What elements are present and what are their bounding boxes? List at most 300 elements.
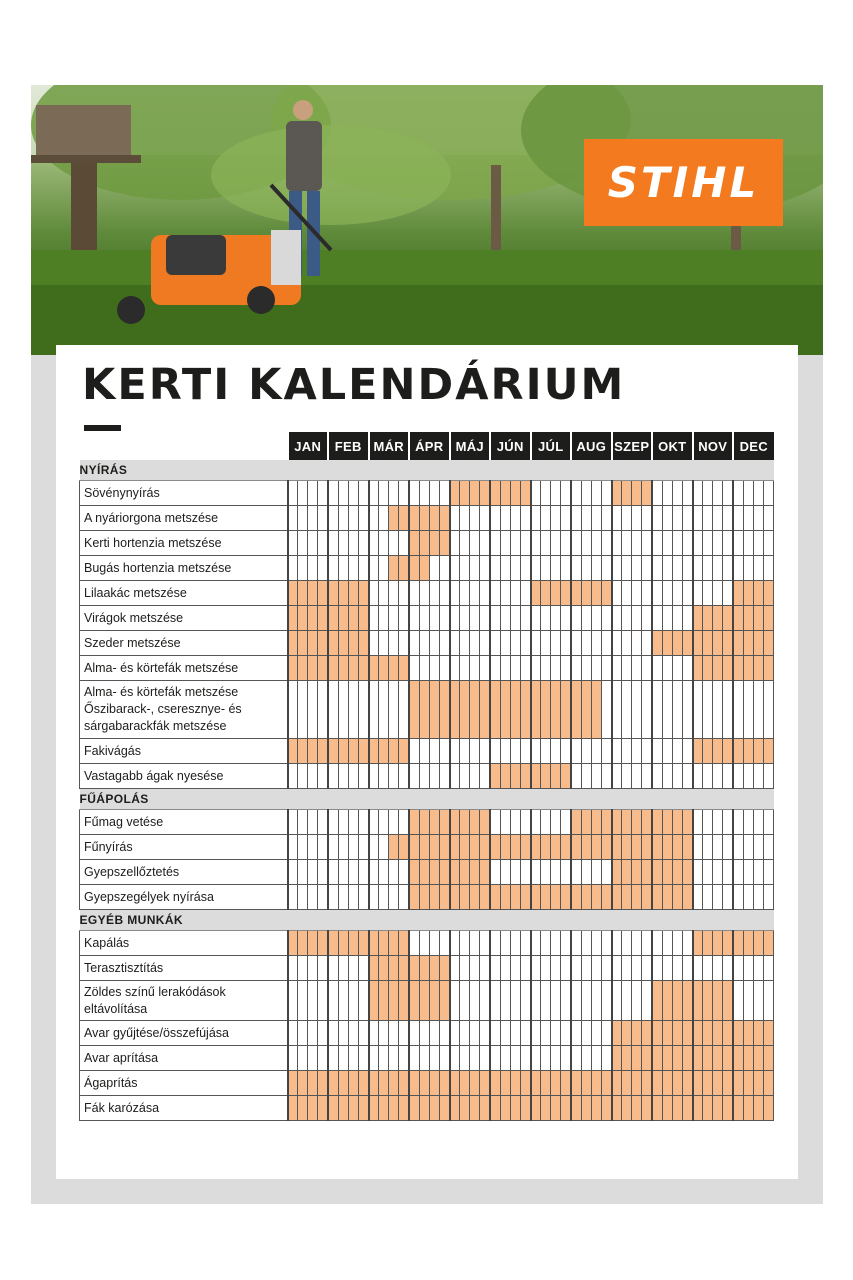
- week-cell-active: [308, 581, 318, 606]
- week-cell: [763, 681, 774, 739]
- task-row: [80, 606, 774, 631]
- week-cell-active: [541, 681, 551, 739]
- week-cell: [429, 739, 439, 764]
- task-label-line: Ágaprítás: [84, 1075, 138, 1090]
- week-cell: [450, 656, 460, 681]
- week-cell-active: [460, 860, 470, 885]
- week-cell: [622, 764, 632, 789]
- week-cell: [591, 931, 601, 956]
- week-cell: [379, 581, 389, 606]
- week-cell-active: [429, 681, 439, 739]
- week-cell: [298, 956, 308, 981]
- task-label: [80, 764, 288, 789]
- week-cell: [581, 981, 591, 1021]
- week-cell: [450, 606, 460, 631]
- week-cell: [308, 956, 318, 981]
- week-cell: [753, 835, 763, 860]
- week-cell-active: [450, 810, 460, 835]
- task-row: [80, 681, 774, 739]
- week-cell: [652, 764, 662, 789]
- week-cell: [308, 885, 318, 910]
- week-cell: [591, 739, 601, 764]
- week-cell: [520, 631, 531, 656]
- section-title: NYÍRÁS: [80, 460, 774, 481]
- week-cell: [662, 739, 672, 764]
- week-cell: [470, 656, 480, 681]
- week-cell: [358, 1046, 369, 1071]
- week-cell-active: [672, 1071, 682, 1096]
- week-cell: [723, 556, 734, 581]
- week-cell-active: [561, 681, 572, 739]
- week-cell-active: [733, 739, 743, 764]
- week-cell: [348, 1021, 358, 1046]
- task-label-line: Kerti hortenzia metszése: [84, 535, 222, 550]
- week-cell: [682, 556, 693, 581]
- week-cell: [328, 681, 338, 739]
- week-cell: [409, 1046, 419, 1071]
- week-cell: [531, 931, 541, 956]
- week-cell: [328, 1021, 338, 1046]
- week-cell-active: [510, 481, 520, 506]
- week-cell-active: [338, 1096, 348, 1121]
- week-cell: [328, 981, 338, 1021]
- week-cell-active: [409, 860, 419, 885]
- week-cell: [429, 481, 439, 506]
- week-cell: [763, 981, 774, 1021]
- week-cell: [379, 481, 389, 506]
- week-cell: [439, 1021, 450, 1046]
- week-cell: [510, 606, 520, 631]
- week-cell-active: [601, 835, 612, 860]
- week-cell-active: [713, 981, 723, 1021]
- week-cell: [531, 981, 541, 1021]
- week-cell-active: [763, 656, 774, 681]
- week-cell: [510, 531, 520, 556]
- task-label: [80, 860, 288, 885]
- week-cell-active: [470, 835, 480, 860]
- week-cell: [733, 885, 743, 910]
- week-cell: [551, 631, 561, 656]
- task-label: [80, 656, 288, 681]
- week-cell: [490, 606, 500, 631]
- week-cell: [622, 956, 632, 981]
- week-cell: [288, 556, 298, 581]
- week-cell: [348, 860, 358, 885]
- week-cell: [541, 656, 551, 681]
- week-cell: [531, 506, 541, 531]
- week-cell: [429, 1021, 439, 1046]
- week-cell-active: [500, 764, 510, 789]
- section-title: EGYÉB MUNKÁK: [80, 910, 774, 931]
- week-cell: [672, 481, 682, 506]
- task-label-line: Kapálás: [84, 935, 130, 950]
- week-cell: [591, 764, 601, 789]
- week-cell: [713, 764, 723, 789]
- week-cell: [713, 835, 723, 860]
- week-cell: [338, 1021, 348, 1046]
- week-cell: [520, 1021, 531, 1046]
- week-cell-active: [429, 956, 439, 981]
- week-cell-active: [763, 1046, 774, 1071]
- week-cell-active: [541, 581, 551, 606]
- week-cell-active: [612, 1071, 622, 1096]
- week-cell: [642, 581, 653, 606]
- week-cell: [581, 1021, 591, 1046]
- week-cell-active: [490, 1071, 500, 1096]
- week-cell: [672, 764, 682, 789]
- week-cell: [612, 656, 622, 681]
- week-cell: [531, 606, 541, 631]
- week-cell: [460, 556, 470, 581]
- week-cell: [551, 1021, 561, 1046]
- week-cell: [541, 810, 551, 835]
- week-cell: [743, 506, 753, 531]
- week-cell: [480, 764, 491, 789]
- week-cell-active: [591, 1096, 601, 1121]
- week-cell-active: [662, 1021, 672, 1046]
- task-label-line: Fűnyírás: [84, 839, 133, 854]
- week-cell: [288, 1021, 298, 1046]
- week-cell: [642, 531, 653, 556]
- week-cell: [763, 556, 774, 581]
- week-cell-active: [622, 1046, 632, 1071]
- week-cell-active: [328, 1071, 338, 1096]
- week-cell: [703, 481, 713, 506]
- week-cell: [450, 739, 460, 764]
- week-cell: [682, 956, 693, 981]
- week-cell: [298, 531, 308, 556]
- week-cell-active: [763, 931, 774, 956]
- week-cell: [470, 531, 480, 556]
- week-cell-active: [591, 681, 601, 739]
- task-row: [80, 581, 774, 606]
- week-cell: [581, 556, 591, 581]
- week-cell: [379, 835, 389, 860]
- week-cell: [723, 581, 734, 606]
- week-cell-active: [733, 1046, 743, 1071]
- week-cell-active: [531, 681, 541, 739]
- week-cell: [612, 581, 622, 606]
- week-cell-active: [328, 931, 338, 956]
- section-header-row: [80, 910, 774, 931]
- week-cell-active: [439, 885, 450, 910]
- week-cell: [632, 631, 642, 656]
- week-cell: [369, 681, 379, 739]
- week-cell-active: [520, 764, 531, 789]
- week-cell-active: [622, 481, 632, 506]
- week-cell: [652, 606, 662, 631]
- week-cell-active: [460, 810, 470, 835]
- week-cell: [693, 764, 703, 789]
- week-cell: [581, 1046, 591, 1071]
- week-cell-active: [591, 885, 601, 910]
- week-cell: [288, 764, 298, 789]
- week-cell-active: [733, 656, 743, 681]
- week-cell-active: [632, 835, 642, 860]
- week-cell: [662, 956, 672, 981]
- week-cell-active: [500, 681, 510, 739]
- week-cell-active: [763, 739, 774, 764]
- week-cell: [419, 739, 429, 764]
- week-cell: [531, 631, 541, 656]
- week-cell-active: [470, 885, 480, 910]
- week-cell-active: [571, 581, 581, 606]
- task-row: [80, 481, 774, 506]
- task-row: [80, 531, 774, 556]
- week-cell-active: [682, 631, 693, 656]
- week-cell-active: [470, 1071, 480, 1096]
- week-cell: [369, 556, 379, 581]
- week-cell: [348, 681, 358, 739]
- task-label-line: Gyepszegélyek nyírása: [84, 889, 214, 904]
- week-cell: [288, 506, 298, 531]
- week-cell: [399, 764, 410, 789]
- week-cell: [460, 656, 470, 681]
- week-cell-active: [571, 681, 581, 739]
- week-cell: [723, 506, 734, 531]
- week-cell: [571, 931, 581, 956]
- week-cell: [632, 981, 642, 1021]
- week-cell: [318, 956, 329, 981]
- week-cell: [601, 860, 612, 885]
- week-cell-active: [308, 931, 318, 956]
- week-cell: [439, 481, 450, 506]
- week-cell: [470, 739, 480, 764]
- week-cell-active: [439, 981, 450, 1021]
- week-cell-active: [642, 885, 653, 910]
- week-cell: [713, 810, 723, 835]
- week-cell: [490, 931, 500, 956]
- week-cell-active: [369, 739, 379, 764]
- week-cell: [288, 956, 298, 981]
- week-cell: [581, 764, 591, 789]
- week-cell-active: [450, 1096, 460, 1121]
- header-empty-cell: [80, 432, 288, 460]
- week-cell-active: [399, 931, 410, 956]
- week-cell: [622, 931, 632, 956]
- week-cell-active: [439, 1071, 450, 1096]
- week-cell: [308, 506, 318, 531]
- week-cell: [318, 1046, 329, 1071]
- week-cell: [338, 956, 348, 981]
- week-cell-active: [308, 656, 318, 681]
- week-cell: [703, 956, 713, 981]
- week-cell-active: [480, 885, 491, 910]
- week-cell: [723, 835, 734, 860]
- week-cell-active: [369, 1096, 379, 1121]
- task-label: [80, 606, 288, 631]
- week-cell-active: [419, 835, 429, 860]
- week-cell: [460, 931, 470, 956]
- task-label-line: Avar aprítása: [84, 1050, 159, 1065]
- week-cell-active: [531, 581, 541, 606]
- week-cell: [713, 531, 723, 556]
- week-cell-active: [409, 885, 419, 910]
- week-cell: [298, 681, 308, 739]
- week-cell-active: [662, 1046, 672, 1071]
- week-cell-active: [622, 810, 632, 835]
- week-cell: [348, 506, 358, 531]
- week-cell: [693, 885, 703, 910]
- week-cell: [369, 885, 379, 910]
- week-cell: [308, 835, 318, 860]
- week-cell: [298, 835, 308, 860]
- task-label: [80, 1046, 288, 1071]
- task-row: [80, 1071, 774, 1096]
- week-cell: [399, 531, 410, 556]
- week-cell: [490, 956, 500, 981]
- week-cell-active: [460, 835, 470, 860]
- task-label: [80, 835, 288, 860]
- week-cell-active: [662, 981, 672, 1021]
- week-cell-active: [743, 1021, 753, 1046]
- week-cell: [743, 764, 753, 789]
- week-cell: [733, 835, 743, 860]
- week-cell: [753, 506, 763, 531]
- week-cell: [348, 556, 358, 581]
- week-cell-active: [753, 1071, 763, 1096]
- week-cell-active: [490, 764, 500, 789]
- week-cell-active: [419, 1096, 429, 1121]
- week-cell: [763, 506, 774, 531]
- week-cell: [389, 631, 399, 656]
- week-cell: [622, 556, 632, 581]
- week-cell-active: [703, 606, 713, 631]
- week-cell-active: [652, 1021, 662, 1046]
- week-cell-active: [551, 764, 561, 789]
- week-cell: [531, 739, 541, 764]
- week-cell: [460, 739, 470, 764]
- week-cell: [389, 764, 399, 789]
- week-cell: [348, 481, 358, 506]
- week-cell: [541, 556, 551, 581]
- week-cell-active: [652, 885, 662, 910]
- week-cell-active: [470, 860, 480, 885]
- week-cell: [308, 981, 318, 1021]
- week-cell: [632, 764, 642, 789]
- week-cell-active: [662, 1096, 672, 1121]
- week-cell: [581, 531, 591, 556]
- task-label-line: Őszibarack-, cseresznye- és: [84, 702, 242, 716]
- week-cell-active: [753, 739, 763, 764]
- week-cell-active: [318, 581, 329, 606]
- week-cell: [612, 981, 622, 1021]
- week-cell: [693, 681, 703, 739]
- week-cell-active: [733, 606, 743, 631]
- week-cell: [358, 981, 369, 1021]
- week-cell-active: [591, 1071, 601, 1096]
- week-cell: [622, 656, 632, 681]
- week-cell: [358, 681, 369, 739]
- week-cell: [713, 481, 723, 506]
- week-cell-active: [652, 860, 662, 885]
- week-cell-active: [318, 1096, 329, 1121]
- week-cell: [733, 481, 743, 506]
- week-cell-active: [733, 631, 743, 656]
- week-cell-active: [642, 1096, 653, 1121]
- week-cell: [743, 810, 753, 835]
- task-label-line: Alma- és körtefák metszése: [84, 685, 239, 699]
- week-cell: [460, 606, 470, 631]
- week-cell: [318, 764, 329, 789]
- week-cell: [480, 981, 491, 1021]
- week-cell-active: [288, 631, 298, 656]
- week-cell: [439, 931, 450, 956]
- week-cell-active: [601, 810, 612, 835]
- week-cell: [642, 739, 653, 764]
- week-cell: [652, 481, 662, 506]
- week-cell: [369, 506, 379, 531]
- week-cell: [541, 956, 551, 981]
- week-cell-active: [389, 506, 399, 531]
- week-cell: [379, 1046, 389, 1071]
- week-cell-active: [652, 1046, 662, 1071]
- week-cell-active: [622, 885, 632, 910]
- week-cell-active: [581, 810, 591, 835]
- week-cell-active: [541, 885, 551, 910]
- week-cell: [480, 556, 491, 581]
- week-cell-active: [460, 1071, 470, 1096]
- task-label: [80, 810, 288, 835]
- week-cell: [682, 764, 693, 789]
- week-cell: [288, 885, 298, 910]
- week-cell: [662, 556, 672, 581]
- week-cell-active: [652, 1071, 662, 1096]
- week-cell: [642, 606, 653, 631]
- week-cell-active: [601, 885, 612, 910]
- week-cell: [500, 810, 510, 835]
- week-cell-active: [419, 981, 429, 1021]
- week-cell: [439, 764, 450, 789]
- week-cell: [551, 531, 561, 556]
- week-cell: [379, 810, 389, 835]
- task-row: [80, 764, 774, 789]
- week-cell-active: [733, 1096, 743, 1121]
- week-cell: [622, 681, 632, 739]
- week-cell: [551, 1046, 561, 1071]
- week-cell-active: [561, 764, 572, 789]
- week-cell-active: [753, 631, 763, 656]
- week-cell: [753, 956, 763, 981]
- week-cell: [591, 1021, 601, 1046]
- week-cell: [510, 931, 520, 956]
- week-cell: [753, 556, 763, 581]
- week-cell-active: [500, 481, 510, 506]
- week-cell-active: [298, 931, 308, 956]
- week-cell-active: [601, 1071, 612, 1096]
- week-cell: [379, 885, 389, 910]
- week-cell: [399, 481, 410, 506]
- week-cell: [318, 506, 329, 531]
- week-cell-active: [632, 1046, 642, 1071]
- week-cell: [693, 481, 703, 506]
- week-cell: [571, 506, 581, 531]
- week-cell: [601, 631, 612, 656]
- week-cell-active: [328, 581, 338, 606]
- week-cell: [713, 681, 723, 739]
- task-row: [80, 931, 774, 956]
- week-cell-active: [429, 531, 439, 556]
- week-cell: [581, 606, 591, 631]
- week-cell: [601, 606, 612, 631]
- week-cell-active: [682, 1046, 693, 1071]
- week-cell-active: [439, 835, 450, 860]
- week-cell: [753, 531, 763, 556]
- week-cell-active: [389, 981, 399, 1021]
- week-cell: [561, 606, 572, 631]
- week-cell: [460, 956, 470, 981]
- week-cell: [561, 931, 572, 956]
